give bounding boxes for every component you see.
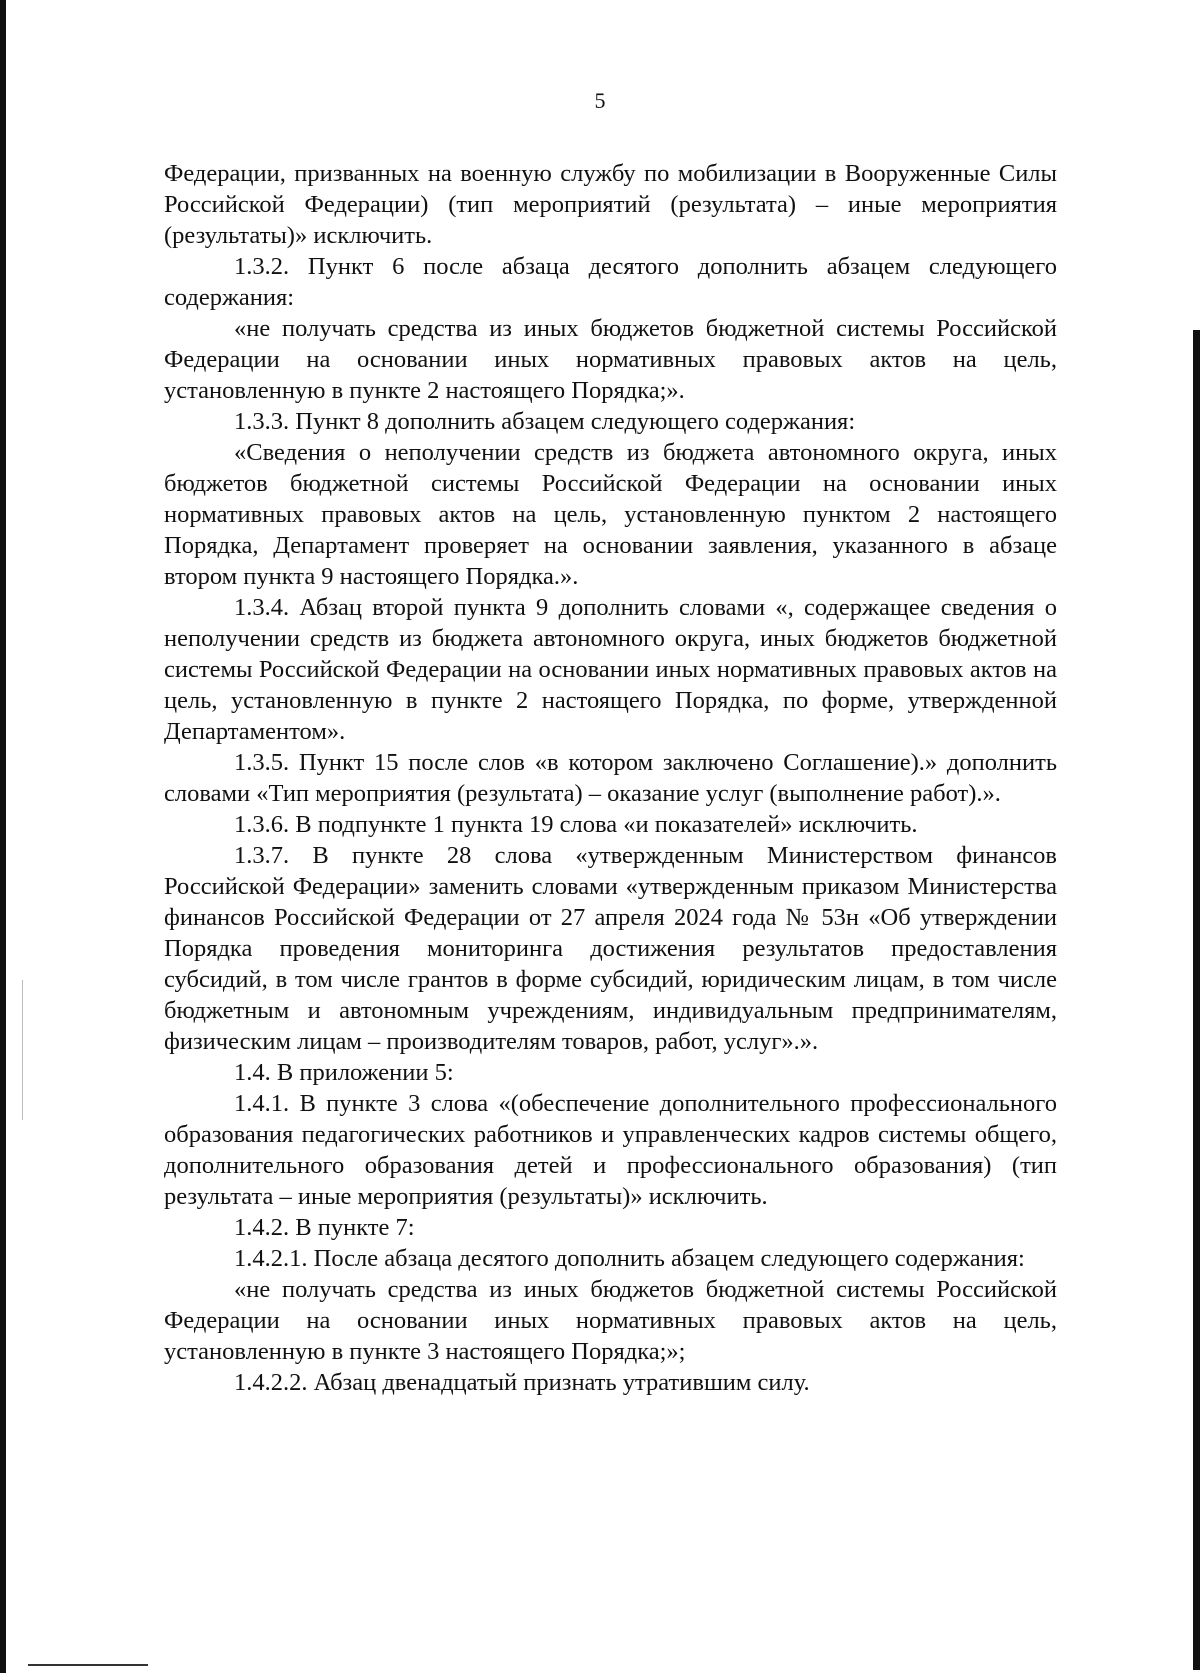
paragraph: 1.3.4. Абзац второй пункта 9 дополнить словами «, содержащее сведения о неполучении средств из бюджета автономного округа, иных бюджетов бюджетной системы Российской Федерации на основании иных нормативных правовых актов на цель, установленную в пункте 2 настоящего Порядка, по форме, утвержденной Департаментом». [164,594,1057,745]
scan-edge-right [1193,330,1200,1670]
paragraph: 1.3.5. Пункт 15 после слов «в котором заключено Соглашение).» дополнить словами «Тип мероприятия (результата) – оказание услуг (выполнение работ).». [164,749,1057,807]
paragraph: 1.3.2. Пункт 6 после абзаца десятого дополнить абзацем следующего содержания: [164,253,1057,311]
paragraph: «не получать средства из иных бюджетов бюджетной системы Российской Федерации на основании иных нормативных правовых актов на цель, установленную в пункте 3 настоящего Порядка;»; [164,1276,1057,1365]
paragraph: 1.3.7. В пункте 28 слова «утвержденным Министерством финансов Российской Федерации» заменить словами «утвержденным приказом Министерства финансов Российской Федерации от 27 апреля 2024 года № 53н «Об утверждении Порядка проведения мониторинга достижения результатов предоставления субсидий, в том числе грантов в форме субсидий, юридическим лицам, в том числе бюджетным и автономным учреждениям, индивидуальным предпринимателям, физическим лицам – производителям товаров, работ, услуг».». [164,842,1057,1055]
paragraph: 1.4.2.1. После абзаца десятого дополнить абзацем следующего содержания: [234,1245,1025,1272]
document-body [164,158,1057,1398]
paragraph: «Сведения о неполучении средств из бюджета автономного округа, иных бюджетов бюджетной системы Российской Федерации на основании иных нормативных правовых актов на цель, установленную пунктом 2 настоящего Порядка, Департамент проверяет на основании заявления, указанного в абзаце втором пункта 9 настоящего Порядка.». [164,439,1057,590]
paragraph: 1.4.2. В пункте 7: [234,1214,415,1241]
paragraph: Федерации, призванных на военную службу по мобилизации в Вооруженные Силы Российской Федерации) (тип мероприятий (результата) – иные мероприятия (результаты)» исключить. [164,160,1057,249]
paragraph: 1.3.3. Пункт 8 дополнить абзацем следующего содержания: [234,408,856,435]
paragraph: 1.4.2.2. Абзац двенадцатый признать утратившим силу. [234,1369,810,1396]
page-number: 5 [594,88,606,113]
paragraph: 1.4. В приложении 5: [234,1059,454,1086]
paragraph: «не получать средства из иных бюджетов бюджетной системы Российской Федерации на основании иных нормативных правовых актов на цель, установленную в пункте 2 настоящего Порядка;». [164,315,1057,404]
paragraph: 1.4.1. В пункте 3 слова «(обеспечение дополнительного профессионального образования педагогических работников и управленческих кадров системы общего, дополнительного образования детей и профессионального образования) (тип результата – иные мероприятия (результаты)» исключить. [164,1090,1057,1210]
paragraph: 1.3.6. В подпункте 1 пункта 19 слова «и показателей» исключить. [234,811,918,838]
scan-edge-left [0,0,6,1673]
scan-artifact-line [22,980,23,1120]
scan-edge-bottom [28,1664,148,1666]
